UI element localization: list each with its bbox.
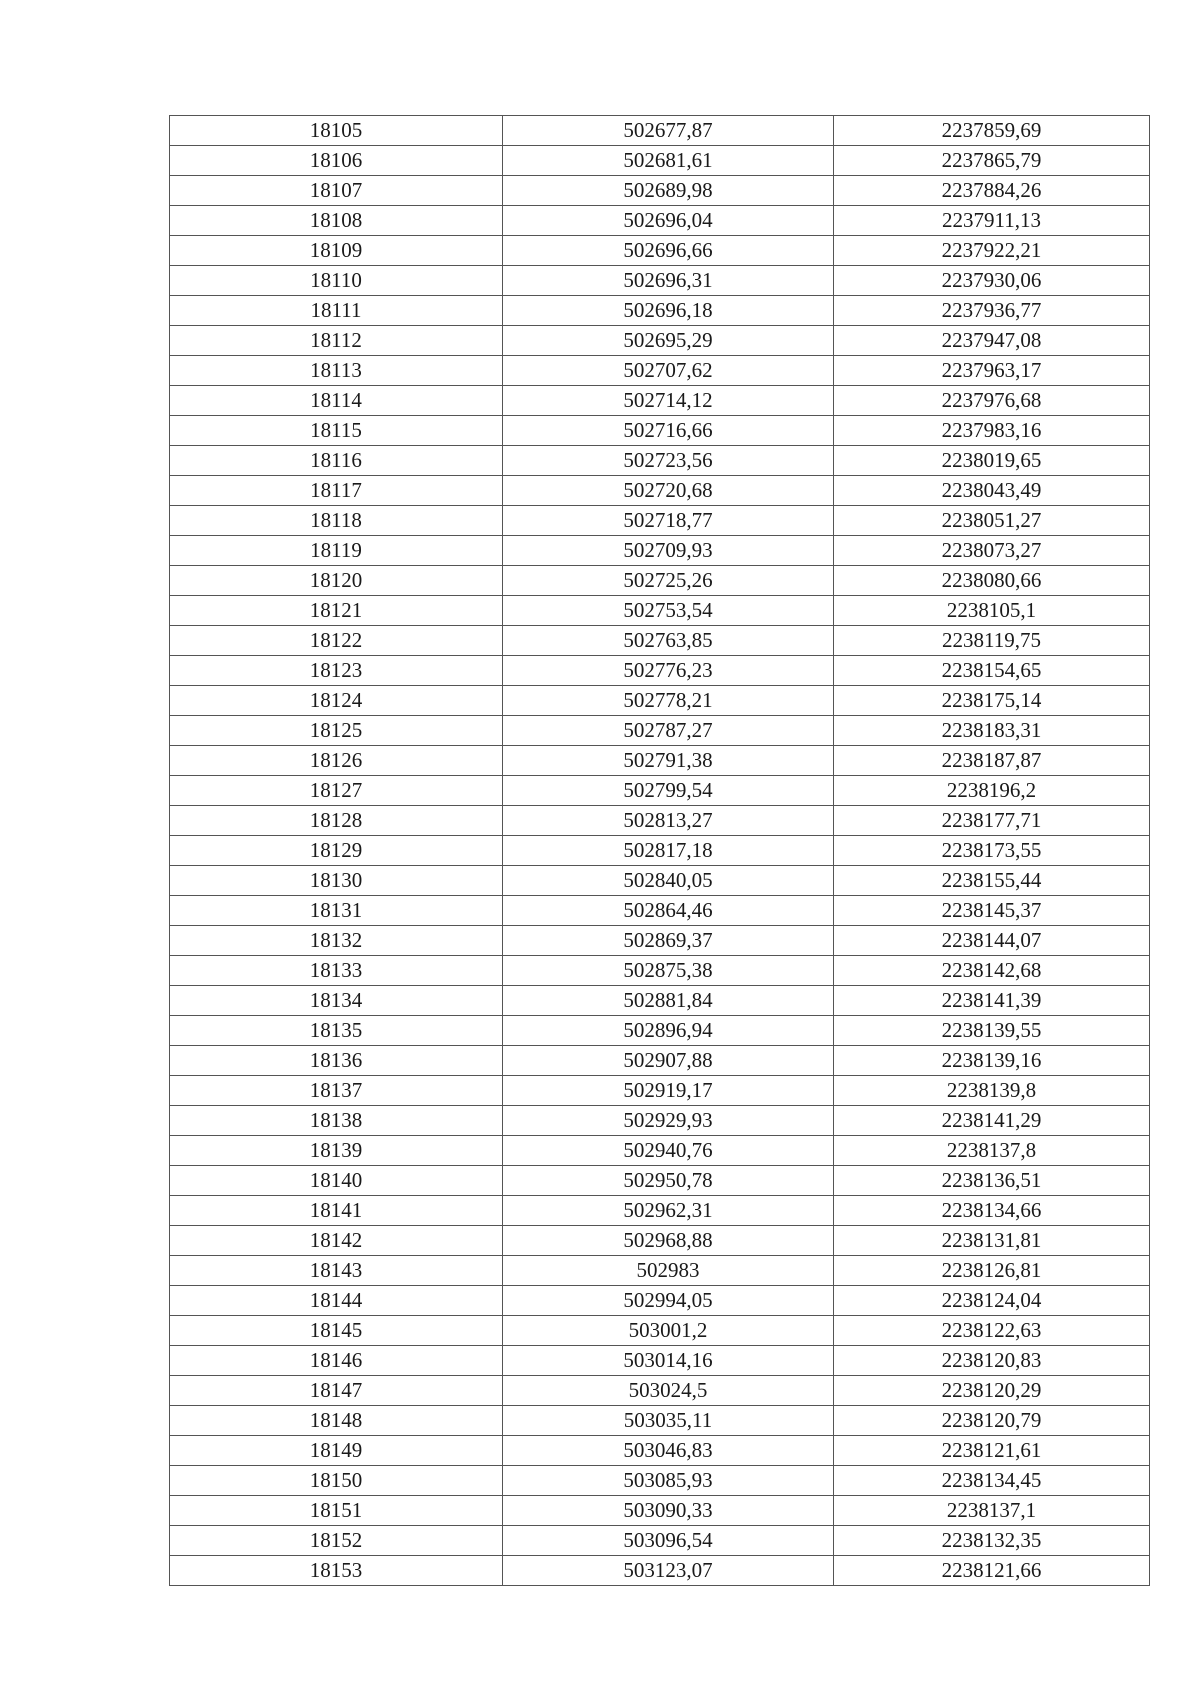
- point-number-cell: 18152: [170, 1526, 503, 1556]
- table-row: [170, 1106, 1150, 1136]
- x-coordinate-cell: 502940,76: [503, 1136, 834, 1166]
- point-number-cell: 18134: [170, 986, 503, 1016]
- table-row: [170, 1556, 1150, 1586]
- table-row: [170, 1196, 1150, 1226]
- x-coordinate-cell: 502813,27: [503, 806, 834, 836]
- x-coordinate-cell: 503085,93: [503, 1466, 834, 1496]
- x-coordinate-cell: 502881,84: [503, 986, 834, 1016]
- x-coordinate-cell: 502919,17: [503, 1076, 834, 1106]
- table-row: [170, 1316, 1150, 1346]
- point-number-cell: 18114: [170, 386, 503, 416]
- point-number-cell: 18138: [170, 1106, 503, 1136]
- point-number-cell: 18139: [170, 1136, 503, 1166]
- point-number-cell: 18123: [170, 656, 503, 686]
- x-coordinate-cell: 502696,66: [503, 236, 834, 266]
- table-row: [170, 836, 1150, 866]
- x-coordinate-cell: 503014,16: [503, 1346, 834, 1376]
- x-coordinate-cell: 502907,88: [503, 1046, 834, 1076]
- y-coordinate-cell: 2238019,65: [834, 446, 1150, 476]
- point-number-cell: 18128: [170, 806, 503, 836]
- x-coordinate-cell: 502681,61: [503, 146, 834, 176]
- table-row: [170, 506, 1150, 536]
- point-number-cell: 18118: [170, 506, 503, 536]
- point-number-cell: 18113: [170, 356, 503, 386]
- y-coordinate-cell: 2237963,17: [834, 356, 1150, 386]
- point-number-cell: 18121: [170, 596, 503, 626]
- x-coordinate-cell: 503024,5: [503, 1376, 834, 1406]
- point-number-cell: 18131: [170, 896, 503, 926]
- table-row: [170, 596, 1150, 626]
- y-coordinate-cell: 2237884,26: [834, 176, 1150, 206]
- point-number-cell: 18108: [170, 206, 503, 236]
- y-coordinate-cell: 2238134,66: [834, 1196, 1150, 1226]
- point-number-cell: 18115: [170, 416, 503, 446]
- x-coordinate-cell: 502696,04: [503, 206, 834, 236]
- point-number-cell: 18107: [170, 176, 503, 206]
- y-coordinate-cell: 2238136,51: [834, 1166, 1150, 1196]
- point-number-cell: 18133: [170, 956, 503, 986]
- y-coordinate-cell: 2238137,1: [834, 1496, 1150, 1526]
- point-number-cell: 18117: [170, 476, 503, 506]
- point-number-cell: 18145: [170, 1316, 503, 1346]
- x-coordinate-cell: 502929,93: [503, 1106, 834, 1136]
- point-number-cell: 18144: [170, 1286, 503, 1316]
- table-row: [170, 1256, 1150, 1286]
- y-coordinate-cell: 2238043,49: [834, 476, 1150, 506]
- x-coordinate-cell: 502725,26: [503, 566, 834, 596]
- x-coordinate-cell: 502696,31: [503, 266, 834, 296]
- y-coordinate-cell: 2238142,68: [834, 956, 1150, 986]
- table-row: [170, 326, 1150, 356]
- x-coordinate-cell: 503001,2: [503, 1316, 834, 1346]
- table-row: [170, 1016, 1150, 1046]
- x-coordinate-cell: 502709,93: [503, 536, 834, 566]
- table-row: [170, 176, 1150, 206]
- point-number-cell: 18126: [170, 746, 503, 776]
- point-number-cell: 18106: [170, 146, 503, 176]
- y-coordinate-cell: 2238073,27: [834, 536, 1150, 566]
- table-row: [170, 986, 1150, 1016]
- point-number-cell: 18116: [170, 446, 503, 476]
- point-number-cell: 18105: [170, 116, 503, 146]
- x-coordinate-cell: 502714,12: [503, 386, 834, 416]
- y-coordinate-cell: 2238141,39: [834, 986, 1150, 1016]
- x-coordinate-cell: 502875,38: [503, 956, 834, 986]
- x-coordinate-cell: 502983: [503, 1256, 834, 1286]
- x-coordinate-cell: 503090,33: [503, 1496, 834, 1526]
- point-number-cell: 18125: [170, 716, 503, 746]
- table-row: [170, 1496, 1150, 1526]
- table-row: [170, 1376, 1150, 1406]
- table-row: [170, 716, 1150, 746]
- y-coordinate-cell: 2238121,61: [834, 1436, 1150, 1466]
- table-row: [170, 266, 1150, 296]
- point-number-cell: 18140: [170, 1166, 503, 1196]
- table-row: [170, 1406, 1150, 1436]
- table-row: [170, 926, 1150, 956]
- table-row: [170, 536, 1150, 566]
- y-coordinate-cell: 2238139,8: [834, 1076, 1150, 1106]
- y-coordinate-cell: 2238124,04: [834, 1286, 1150, 1316]
- table-row: [170, 956, 1150, 986]
- table-row: [170, 1046, 1150, 1076]
- table-row: [170, 1136, 1150, 1166]
- point-number-cell: 18137: [170, 1076, 503, 1106]
- table-row: [170, 746, 1150, 776]
- x-coordinate-cell: 502864,46: [503, 896, 834, 926]
- table-row: [170, 236, 1150, 266]
- y-coordinate-cell: 2238183,31: [834, 716, 1150, 746]
- table-row: [170, 146, 1150, 176]
- point-number-cell: 18122: [170, 626, 503, 656]
- x-coordinate-cell: 502720,68: [503, 476, 834, 506]
- point-number-cell: 18127: [170, 776, 503, 806]
- x-coordinate-cell: 502962,31: [503, 1196, 834, 1226]
- x-coordinate-cell: 502994,05: [503, 1286, 834, 1316]
- x-coordinate-cell: 502840,05: [503, 866, 834, 896]
- y-coordinate-cell: 2237976,68: [834, 386, 1150, 416]
- x-coordinate-cell: 502799,54: [503, 776, 834, 806]
- point-number-cell: 18148: [170, 1406, 503, 1436]
- point-number-cell: 18130: [170, 866, 503, 896]
- table-row: [170, 626, 1150, 656]
- y-coordinate-cell: 2238080,66: [834, 566, 1150, 596]
- y-coordinate-cell: 2238137,8: [834, 1136, 1150, 1166]
- y-coordinate-cell: 2238139,55: [834, 1016, 1150, 1046]
- y-coordinate-cell: 2237922,21: [834, 236, 1150, 266]
- x-coordinate-cell: 502817,18: [503, 836, 834, 866]
- point-number-cell: 18135: [170, 1016, 503, 1046]
- point-number-cell: 18143: [170, 1256, 503, 1286]
- y-coordinate-cell: 2238196,2: [834, 776, 1150, 806]
- x-coordinate-cell: 502677,87: [503, 116, 834, 146]
- y-coordinate-cell: 2237947,08: [834, 326, 1150, 356]
- table-row: [170, 1076, 1150, 1106]
- y-coordinate-cell: 2238177,71: [834, 806, 1150, 836]
- y-coordinate-cell: 2238175,14: [834, 686, 1150, 716]
- x-coordinate-cell: 502950,78: [503, 1166, 834, 1196]
- table-row: [170, 1436, 1150, 1466]
- x-coordinate-cell: 503123,07: [503, 1556, 834, 1586]
- y-coordinate-cell: 2238139,16: [834, 1046, 1150, 1076]
- y-coordinate-cell: 2238120,29: [834, 1376, 1150, 1406]
- y-coordinate-cell: 2237983,16: [834, 416, 1150, 446]
- x-coordinate-cell: 503035,11: [503, 1406, 834, 1436]
- x-coordinate-cell: 502778,21: [503, 686, 834, 716]
- y-coordinate-cell: 2238145,37: [834, 896, 1150, 926]
- coordinates-table-body: [170, 116, 1150, 1586]
- table-row: [170, 1466, 1150, 1496]
- point-number-cell: 18124: [170, 686, 503, 716]
- point-number-cell: 18136: [170, 1046, 503, 1076]
- y-coordinate-cell: 2238187,87: [834, 746, 1150, 776]
- table-row: [170, 776, 1150, 806]
- point-number-cell: 18110: [170, 266, 503, 296]
- table-row: [170, 476, 1150, 506]
- x-coordinate-cell: 502896,94: [503, 1016, 834, 1046]
- point-number-cell: 18120: [170, 566, 503, 596]
- point-number-cell: 18153: [170, 1556, 503, 1586]
- table-row: [170, 686, 1150, 716]
- table-row: [170, 1226, 1150, 1256]
- table-row: [170, 566, 1150, 596]
- x-coordinate-cell: 502763,85: [503, 626, 834, 656]
- table-row: [170, 116, 1150, 146]
- x-coordinate-cell: 502707,62: [503, 356, 834, 386]
- y-coordinate-cell: 2237859,69: [834, 116, 1150, 146]
- x-coordinate-cell: 502718,77: [503, 506, 834, 536]
- table-row: [170, 416, 1150, 446]
- point-number-cell: 18129: [170, 836, 503, 866]
- point-number-cell: 18151: [170, 1496, 503, 1526]
- y-coordinate-cell: 2238132,35: [834, 1526, 1150, 1556]
- table-row: [170, 896, 1150, 926]
- table-row: [170, 1286, 1150, 1316]
- y-coordinate-cell: 2238144,07: [834, 926, 1150, 956]
- x-coordinate-cell: 503046,83: [503, 1436, 834, 1466]
- table-row: [170, 386, 1150, 416]
- point-number-cell: 18141: [170, 1196, 503, 1226]
- y-coordinate-cell: 2237936,77: [834, 296, 1150, 326]
- y-coordinate-cell: 2238154,65: [834, 656, 1150, 686]
- x-coordinate-cell: 502689,98: [503, 176, 834, 206]
- point-number-cell: 18111: [170, 296, 503, 326]
- x-coordinate-cell: 502869,37: [503, 926, 834, 956]
- x-coordinate-cell: 502787,27: [503, 716, 834, 746]
- y-coordinate-cell: 2238122,63: [834, 1316, 1150, 1346]
- y-coordinate-cell: 2238120,79: [834, 1406, 1150, 1436]
- y-coordinate-cell: 2238155,44: [834, 866, 1150, 896]
- x-coordinate-cell: 502695,29: [503, 326, 834, 356]
- y-coordinate-cell: 2238120,83: [834, 1346, 1150, 1376]
- point-number-cell: 18150: [170, 1466, 503, 1496]
- y-coordinate-cell: 2238051,27: [834, 506, 1150, 536]
- x-coordinate-cell: 502723,56: [503, 446, 834, 476]
- y-coordinate-cell: 2238121,66: [834, 1556, 1150, 1586]
- point-number-cell: 18142: [170, 1226, 503, 1256]
- y-coordinate-cell: 2238173,55: [834, 836, 1150, 866]
- point-number-cell: 18132: [170, 926, 503, 956]
- x-coordinate-cell: 502696,18: [503, 296, 834, 326]
- table-row: [170, 656, 1150, 686]
- table-row: [170, 806, 1150, 836]
- table-row: [170, 1346, 1150, 1376]
- x-coordinate-cell: 502791,38: [503, 746, 834, 776]
- y-coordinate-cell: 2238141,29: [834, 1106, 1150, 1136]
- y-coordinate-cell: 2237865,79: [834, 146, 1150, 176]
- y-coordinate-cell: 2238105,1: [834, 596, 1150, 626]
- table-row: [170, 296, 1150, 326]
- table-row: [170, 206, 1150, 236]
- point-number-cell: 18119: [170, 536, 503, 566]
- x-coordinate-cell: 502968,88: [503, 1226, 834, 1256]
- y-coordinate-cell: 2238134,45: [834, 1466, 1150, 1496]
- x-coordinate-cell: 502716,66: [503, 416, 834, 446]
- x-coordinate-cell: 503096,54: [503, 1526, 834, 1556]
- table-row: [170, 446, 1150, 476]
- table-row: [170, 1526, 1150, 1556]
- point-number-cell: 18147: [170, 1376, 503, 1406]
- y-coordinate-cell: 2237911,13: [834, 206, 1150, 236]
- y-coordinate-cell: 2237930,06: [834, 266, 1150, 296]
- table-row: [170, 1166, 1150, 1196]
- y-coordinate-cell: 2238126,81: [834, 1256, 1150, 1286]
- y-coordinate-cell: 2238119,75: [834, 626, 1150, 656]
- y-coordinate-cell: 2238131,81: [834, 1226, 1150, 1256]
- point-number-cell: 18112: [170, 326, 503, 356]
- coordinates-table: [169, 115, 1150, 1586]
- table-row: [170, 356, 1150, 386]
- point-number-cell: 18146: [170, 1346, 503, 1376]
- point-number-cell: 18149: [170, 1436, 503, 1466]
- point-number-cell: 18109: [170, 236, 503, 266]
- x-coordinate-cell: 502776,23: [503, 656, 834, 686]
- table-row: [170, 866, 1150, 896]
- x-coordinate-cell: 502753,54: [503, 596, 834, 626]
